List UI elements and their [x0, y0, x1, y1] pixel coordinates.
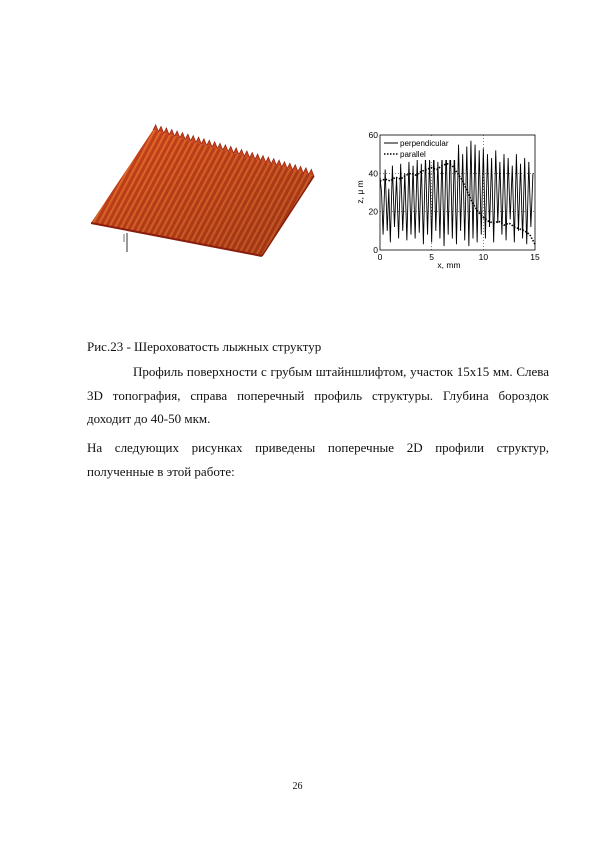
x-tick-label: 10	[478, 252, 489, 262]
x-tick-label: 15	[530, 252, 540, 262]
page-number: 26	[292, 781, 303, 792]
x-tick-label: 0	[377, 252, 383, 262]
legend-perpendicular-label: perpendicular	[400, 139, 449, 148]
x-axis-label: x, mm	[437, 260, 461, 270]
profile-chart	[352, 128, 548, 278]
y-tick-label: 40	[368, 168, 378, 179]
y-axis-label: z, μ m	[355, 180, 365, 204]
x-tick-label: 5	[429, 252, 435, 262]
y-tick-label: 20	[368, 206, 378, 217]
paragraph-2: На следующих рисунках приведены поперечные 2D профили структур, полученные в этой работе:	[87, 440, 549, 479]
surface-topography-3d-image	[82, 118, 332, 268]
paragraph-1: Профиль поверхности с грубым штайншлифтом, участок 15х15 мм. Слева 3D топография, справа поперечный профиль структуры. Глубина бороздок доходит до 40-50 мкм.	[87, 364, 549, 426]
chart-legend	[381, 136, 457, 160]
figure-caption: Рис.23 - Шероховатость лыжных структур	[87, 339, 322, 354]
legend-parallel-label: parallel	[400, 150, 426, 159]
y-tick-label: 60	[368, 130, 378, 140]
y-tick-label: 0	[373, 245, 378, 255]
